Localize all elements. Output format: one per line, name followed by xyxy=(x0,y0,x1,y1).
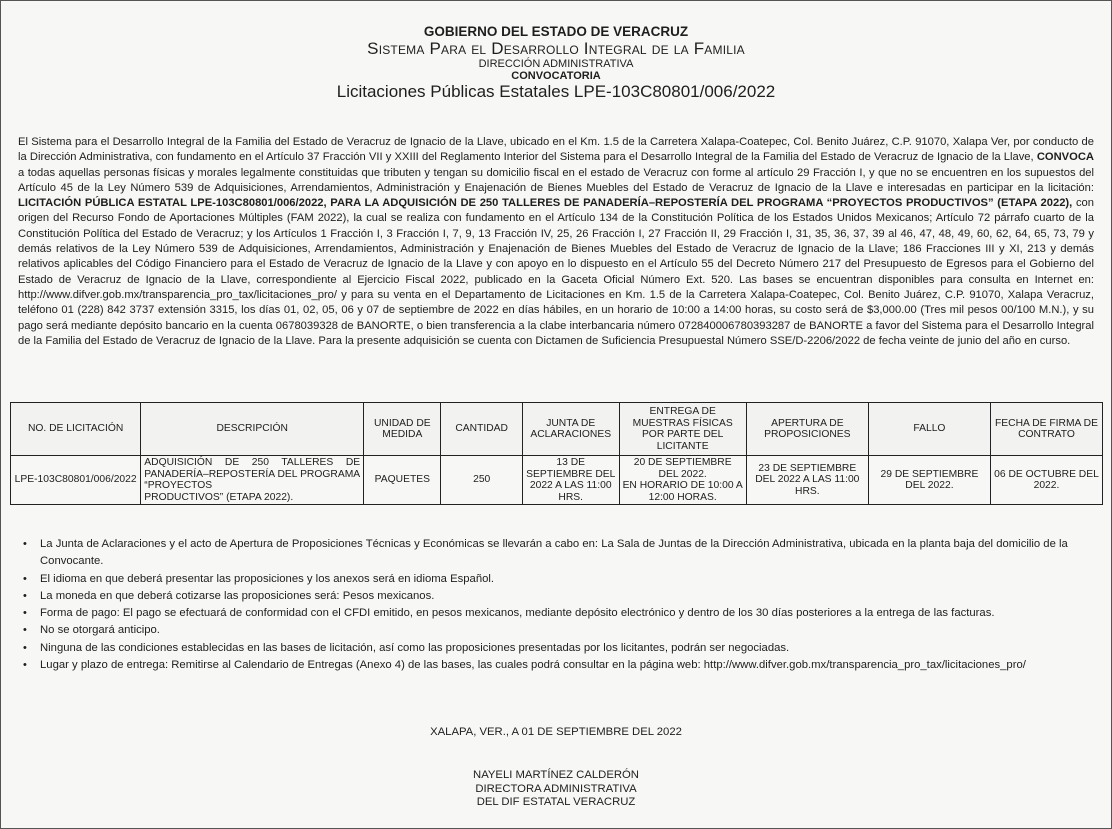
government-title: GOBIERNO DEL ESTADO DE VERACRUZ xyxy=(423,24,689,39)
body-text-part2: a todas aquellas personas físicas y morales legalmente constituidas que tributen y tengan su domicilio fiscal en el estado de Veracruz con forme al artículo 29 Fracción I, y que no se encuentren en los supuestos del Artículo 45 de la Ley Número 539 de Adquisiciones, Arrendamientos, Administración y Enajenación de Bienes Muebles del Estado de Veracruz de Ignacio de la Llave e interesadas en participar en la licitación: xyxy=(18,166,1094,194)
col-header-firma: FECHA DE FIRMA DE CONTRATO xyxy=(990,403,1102,456)
cell-numero: LPE-103C80801/006/2022 xyxy=(11,456,141,505)
list-item xyxy=(21,536,1091,571)
bullet-icon: • xyxy=(23,624,27,637)
conditions-list xyxy=(21,536,1091,674)
list-item-text: La Junta de Aclaraciones y el acto de Apertura de Proposiciones Técnicas y Económicas se llevarán a cabo en: La Sala de Juntas de la Dirección Administrativa, ubicada en la planta baja del domicilio de la Convocante. xyxy=(40,538,1068,568)
signature-block xyxy=(1,769,1111,810)
cell-cantidad: 250 xyxy=(441,456,522,505)
list-item-text: Forma de pago: El pago se efectuará de conformidad con el CFDI emitido, en pesos mexicanos, mediante depósito electrónico y dentro de los 30 días posteriores a la entrega de las facturas. xyxy=(40,607,995,620)
directorate-title: DIRECCIÓN ADMINISTRATIVA xyxy=(478,58,634,70)
licitation-table xyxy=(10,402,1103,505)
licitacion-bold-text: LICITACIÓN PÚBLICA ESTATAL LPE-103C80801/006/2022, PARA LA ADQUISICIÓN DE 250 TALLERES DE PANADERÍA–REPOSTERÍA DEL PROGRAMA “PROYECTOS PRODUCTIVOS” (ETAPA 2022), xyxy=(18,197,1073,210)
bullet-icon: • xyxy=(23,659,27,672)
col-header-junta: JUNTA DE ACLARACIONES xyxy=(522,403,619,456)
col-header-numero: NO. DE LICITACIÓN xyxy=(11,403,141,456)
list-item xyxy=(21,571,1091,588)
cell-junta: 13 DE SEPTIEMBRE DEL 2022 A LAS 11:00 HRS. xyxy=(522,456,619,505)
descripcion-last-line: PRODUCTIVOS” (ETAPA 2022). xyxy=(144,491,294,503)
document-header xyxy=(1,1,1111,102)
list-item xyxy=(21,622,1091,639)
list-item xyxy=(21,605,1091,622)
bullet-icon: • xyxy=(23,607,27,620)
cell-firma: 06 DE OCTUBRE DEL 2022. xyxy=(990,456,1102,505)
bullet-icon: • xyxy=(23,572,27,585)
cell-entrega xyxy=(619,456,746,505)
entrega-date: 20 DE SEPTIEMBRE DEL 2022. xyxy=(633,457,732,480)
cell-descripcion xyxy=(141,456,364,505)
signer-organization: DEL DIF ESTATAL VERACRUZ xyxy=(476,796,636,808)
table-header-row xyxy=(11,403,1103,456)
bullet-icon: • xyxy=(23,538,27,550)
list-item-text: Ninguna de las condiciones establecidas en las bases de licitación, así como las proposiciones presentadas por los licitantes, podrán ser negociadas. xyxy=(40,641,790,654)
list-item-text: No se otorgará anticipo. xyxy=(40,624,160,637)
col-header-apertura: APERTURA DE PROPOSICIONES xyxy=(746,403,868,456)
bullet-icon: • xyxy=(23,641,27,654)
list-item-text: Lugar y plazo de entrega: Remitirse al Calendario de Entregas (Anexo 4) de las bases, las cuales podrá consultar en la página web: http://www.difver.gob.mx/transparencia_pro_tax/licitaciones_pro/ xyxy=(40,659,1026,672)
col-header-fallo: FALLO xyxy=(868,403,990,456)
descripcion-justified: ADQUISICIÓN DE 250 TALLERES DE PANADERÍA–REPOSTERÍA DEL PROGRAMA “PROYECTOS xyxy=(144,457,361,491)
place-date: XALAPA, VER., A 01 DE SEPTIEMBRE DEL 2022 xyxy=(430,726,682,738)
cell-apertura: 23 DE SEPTIEMBRE DEL 2022 A LAS 11:00 HRS. xyxy=(746,456,868,505)
system-title: Sistema Para el Desarrollo Integral de la Familia xyxy=(367,39,745,58)
col-header-unidad: UNIDAD DE MEDIDA xyxy=(364,403,441,456)
convocatoria-title: CONVOCATORIA xyxy=(511,70,601,82)
list-item xyxy=(21,588,1091,605)
body-text-part3: con origen del Recurso Fondo de Aportaciones Múltiples (FAM 2022), la cual se realiza con fundamento en el Artículo 134 de la Constitución Política de los Estados Unidos Mexicanos; Artículo 72 párrafo cuarto de la Constitución Política del Estado de Veracruz; y los Artículos 1 Fracción I, 3 Fracción I, 7, 9, 13 Fracción IV, 25, 26 Fracción I, 27 Fracción II, 29 Fracción I, 31, 35, 36, 37, 39 al 46, 47, 48, 49, 60, 62, 64, 65, 73, 79 y demás relativos de la Ley Número 539 de Adquisiciones, Arrendamientos, Administración y Enajenación de Bienes Muebles del Estado de Veracruz de Ignacio de la Llave; 186 Fracciones III y XI, 213 y demás relativos aplicables del Código Financiero para el Estado de Veracruz de Ignacio de la Llave y con apoyo en lo dispuesto en el Artículo 55 del Decreto Número 217 del Presupuesto de Egresos para el Gobierno del Estado de Veracruz de Ignacio de la Llave, correspondiente al Ejercicio Fiscal 2022, publicado en la Gaceta Oficial Número Ext. 520. Las bases se encuentran disponibles para consulta en Internet en: http://www.difver.gob.mx/transparencia_pro_tax/licitaciones_pro/ y para su venta en el Departamento de Licitaciones en Km. 1.5 de la Carretera Xalapa-Coatepec, Col. Benito Juárez, C.P. 91070, Xalapa Veracruz, teléfono 01 (228) 842 3737 extensión 3315, los días 01, 02, 05, 06 y 07 de septiembre de 2022 en días hábiles, en un horario de 10:00 a 14:00 horas, su costo será de $3,000.00 (Tres mil pesos 00/100 M.N.), y su pago será mediante depósito bancario en la cuenta 0678039328 de BANORTE, o bien transferencia a la clabe interbancaria número 072840006780393287 de BANORTE a favor del Sistema para el Desarrollo Integral de la Familia del Estado de Veracruz de Ignacio de la Llave. Para la presente adquisición se cuenta con Dictamen de Suficiencia Presupuestal Número SSE/D-2206/2022 de fecha veinte de junio del año en curso. xyxy=(18,197,1094,347)
cell-unidad: PAQUETES xyxy=(364,456,441,505)
table-row xyxy=(11,456,1103,505)
licitaciones-title: Licitaciones Públicas Estatales LPE-103C80801/006/2022 xyxy=(336,82,776,101)
signer-title: DIRECTORA ADMINISTRATIVA xyxy=(475,782,637,795)
list-item xyxy=(21,657,1091,674)
col-header-entrega: ENTREGA DE MUESTRAS FÍSICAS POR PARTE DEL LICITANTE xyxy=(619,403,746,456)
convoca-word: CONVOCA xyxy=(1036,151,1094,164)
cell-fallo: 29 DE SEPTIEMBRE DEL 2022. xyxy=(868,456,990,505)
list-item xyxy=(21,640,1091,657)
list-item-text: El idioma en que deberá presentar las proposiciones y los anexos será en idioma Español. xyxy=(40,572,495,585)
col-header-cantidad: CANTIDAD xyxy=(441,403,522,456)
body-text-part1: El Sistema para el Desarrollo Integral de la Familia del Estado de Veracruz de Ignacio de la Llave, ubicado en el Km. 1.5 de la Carretera Xalapa-Coatepec, Col. Benito Juárez, C.P. 91070, Xalapa Ver, por conducto de la Dirección Administrativa, con fundamento en el Artículo 37 Fracción VII y XXIII del Reglamento Interior del Sistema para el Desarrollo Integral de la Familia del Estado de Veracruz de Ignacio de la Llave, xyxy=(18,136,1094,164)
col-header-descripcion: DESCRIPCIÓN xyxy=(141,403,364,456)
entrega-hours: EN HORARIO DE 10:00 A 12:00 HORAS. xyxy=(622,480,743,503)
signer-name: NAYELI MARTÍNEZ CALDERÓN xyxy=(473,769,639,781)
body-paragraph xyxy=(18,135,1094,349)
bullet-icon: • xyxy=(23,589,27,602)
list-item-text: La moneda en que deberá cotizarse las proposiciones será: Pesos mexicanos. xyxy=(40,589,435,602)
